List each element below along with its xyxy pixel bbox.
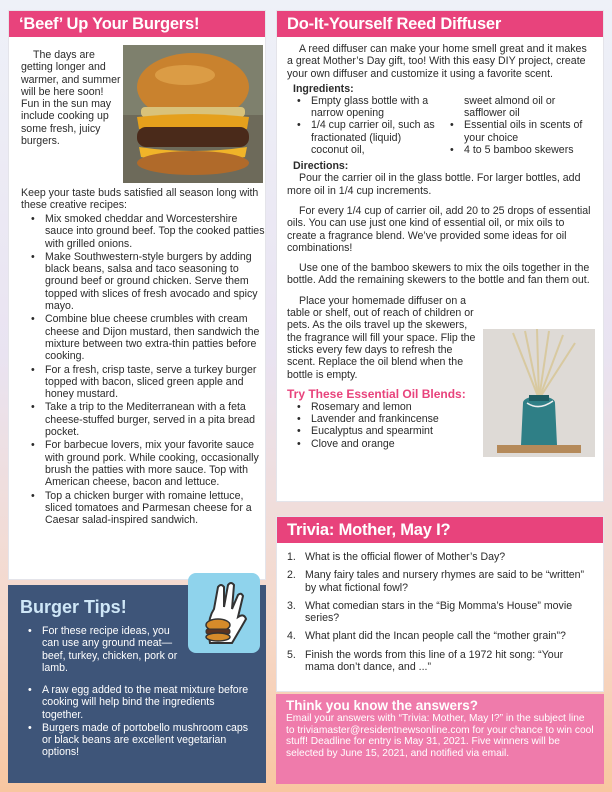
list-item: 2. Many fairy tales and nursery rhymes are said to be “written” by what fictional fowl? <box>287 569 585 594</box>
list-item: • Mix smoked cheddar and Worcestershire sauce into ground beef. Top the cooked patties with grilled onions. <box>21 213 265 250</box>
direction-step: Pour the carrier oil in the glass bottle. For larger bottles, add more oil in 1/4 cup increments. <box>287 172 581 197</box>
diffuser-intro: A reed diffuser can make your home smell great and it makes a great Mother’s Day gift, too! With this easy DIY project, create your own diffuser and customize it using a favorite scent. <box>287 43 587 80</box>
answers-text: Email your answers with “Trivia: Mother, May I?” in the subject line to triviamaster@residentnewsonline.com for your chance to win cool stuff! Deadline for entry is May 31, 2021. Five winners will be selected by June 15, 2021, and notified via email. <box>286 713 594 759</box>
answers-title: Think you know the answers? <box>286 698 479 713</box>
diffuser-title: Do-It-Yourself Reed Diffuser <box>277 11 603 37</box>
burgers-article <box>8 10 266 580</box>
list-item: • 4 to 5 bamboo skewers <box>440 144 593 156</box>
ok-hand-burger-icon <box>188 573 260 653</box>
ingredients-label: Ingredients: <box>293 82 354 95</box>
list-item: • Rosemary and lemon <box>287 401 593 413</box>
trivia-article <box>276 516 604 692</box>
tips-list <box>18 625 188 675</box>
list-item: 1. What is the official flower of Mother’s Day? <box>287 551 506 563</box>
list-item: • Burgers made of portobello mushroom caps or black beans are excellent vegetarian options! <box>18 722 253 759</box>
direction-step: Use one of the bamboo skewers to mix the oils together in the bottle. Add the remaining skewers to the bottle and fan them out. <box>287 262 590 287</box>
direction-step: Place your homemade diffuser on a table or shelf, out of reach of children or pets. As the oils travel up the skewers, the fragrance will fill your space. Flip the sticks every few days to refresh the scent. Replace the oil blend when the bottle is empty. <box>287 294 476 381</box>
list-item: • Take a trip to the Mediterranean with a feta cheese-stuffed burger, served in a pita bread pocket. <box>21 401 265 438</box>
burgers-intro: The days are getting longer and warmer, and summer will be here soon! Fun in the sun may include cooking up some fresh, juicy burgers. <box>21 49 121 148</box>
list-item: 4. What plant did the Incan people call the “mother grain”? <box>287 630 566 643</box>
ingredients-list <box>287 95 440 156</box>
list-item: • Clove and orange <box>287 438 593 450</box>
list-item: • Make Southwestern-style burgers by adding black beans, salsa and taco seasoning to ground beef or ground chicken. Serve them topped with slices of fresh avocado and spicy mayo. <box>21 251 265 312</box>
list-item: • Top a chicken burger with romaine lettuce, sliced tomatoes and Parmesan cheese for a Caesar salad-inspired sandwich. <box>21 490 265 527</box>
list-item: • Combine blue cheese crumbles with cream cheese and Dijon mustard, then sandwich the mixture between two extra-thin patties before cooking. <box>21 313 265 362</box>
directions-label: Directions: <box>293 160 349 173</box>
list-item: • A raw egg added to the meat mixture before cooking will help bind the ingredients together. <box>18 684 253 721</box>
reed-diffuser-photo <box>483 329 595 457</box>
list-item: • Lavender and frankincense <box>287 413 593 425</box>
answers-box <box>276 694 604 784</box>
list-item: 5. Finish the words from this line of a 1972 hit song: “Your mama don’t dance, and ...” <box>287 648 564 674</box>
burger-tips-box <box>8 585 266 783</box>
list-item: • For a fresh, crisp taste, serve a turkey burger topped with bacon, sliced green apple and honey mustard. <box>21 364 265 401</box>
list-item: 3. What comedian stars in the “Big Momma’s House” movie series? <box>287 599 573 625</box>
blends-title: Try These Essential Oil Blends: <box>287 386 466 401</box>
burgers-intro-continued: Keep your taste buds satisfied all season long with these creative recipes: <box>21 187 259 212</box>
trivia-questions <box>277 543 603 673</box>
ingredient-continued: sweet almond oil or safflower oil <box>464 94 556 120</box>
trivia-title: Trivia: Mother, May I? <box>277 517 603 543</box>
list-item: • Essential oils in scents of your choice <box>440 119 593 144</box>
burgers-title: ‘Beef’ Up Your Burgers! <box>9 11 265 37</box>
list-item: • 1/4 cup carrier oil, such as fractionated (liquid) coconut oil, <box>287 119 440 156</box>
list-item: • For barbecue lovers, mix your favorite sauce with ground pork. While cooking, occasionally brush the patties with more sauce. Top with American cheese, bacon and lettuce. <box>21 439 265 488</box>
reed-diffuser-article <box>276 10 604 502</box>
ingredients-list-right <box>440 119 593 156</box>
list-item: • Empty glass bottle with a narrow opening <box>287 95 440 120</box>
direction-step: For every 1/4 cup of carrier oil, add 20 to 25 drops of essential oils. You can use just one kind of essential oil, or mix oils to create a fragrance blend. We’ve provided some ideas for oil combinations! <box>287 204 591 254</box>
list-item: • For these recipe ideas, you can use any ground meat—beef, turkey, chicken, pork or lamb. <box>18 625 188 674</box>
recipe-list <box>21 213 265 527</box>
list-item: • Eucalyptus and spearmint <box>287 425 593 437</box>
tips-list-continued <box>18 684 253 760</box>
burger-photo <box>123 45 263 183</box>
tips-title: Burger Tips! <box>20 597 127 617</box>
